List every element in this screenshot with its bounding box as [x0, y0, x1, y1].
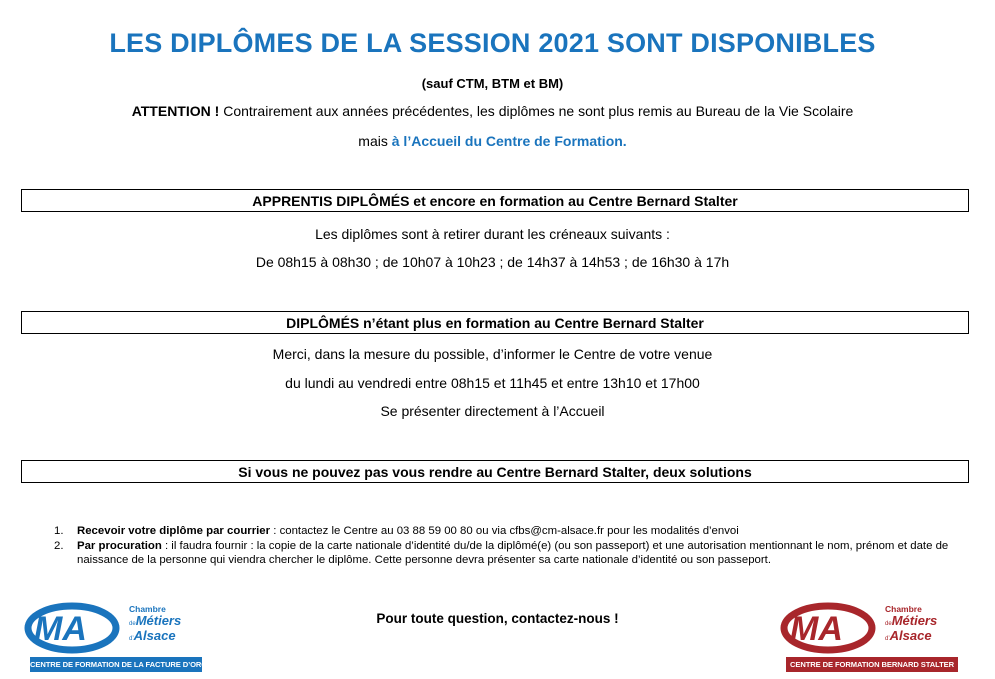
solution-label: Par procuration — [77, 539, 162, 552]
attention-highlight: à l’Accueil du Centre de Formation. — [391, 133, 627, 149]
cma-logo-left — [24, 600, 223, 676]
solution-text: : il faudra fournir : la copie de la carte nationale d’identité du/de la diplômé(e) (ou son passeport) et une autorisation mentionnant le nom, prénom et date de naissance de la personne qui viendra chercher le diplôme. Cette personne devra présenter sa carte nationale d’identité ou son passeport. — [77, 539, 949, 566]
attention-prefix: ATTENTION ! — [131, 103, 220, 119]
logo-line3-small: d’ — [885, 636, 890, 642]
logo-right-banner: CENTRE DE FORMATION BERNARD STALTER — [786, 657, 958, 672]
list-number: 1. — [54, 525, 64, 537]
logo-line2-small: de — [129, 621, 136, 627]
cma-logo-right — [780, 600, 970, 676]
attention-text: Contrairement aux années précédentes, les diplômes ne sont plus remis au Bureau de la Vie Scolaire — [219, 103, 854, 119]
logo-right-text — [885, 604, 937, 645]
section1-line1: Les diplômes sont à retirer durant les créneaux suivants : — [315, 226, 670, 242]
svg-text:MA: MA — [790, 610, 843, 648]
solutions-list — [54, 524, 969, 568]
logo-line2: Métiers — [891, 613, 938, 628]
solution-text: : contactez le Centre au 03 88 59 00 80 ou via cfbs@cm-alsace.fr pour les modalités d’envoi — [270, 525, 739, 537]
attention-line2-prefix: mais — [358, 133, 392, 149]
section2-heading: DIPLÔMÉS n’étant plus en formation au Centre Bernard Stalter — [21, 311, 969, 334]
logo-line3-small: d’ — [129, 636, 134, 642]
section2-line1: Merci, dans la mesure du possible, d’informer le Centre de votre venue — [272, 346, 713, 362]
cma-emblem-icon — [780, 600, 890, 656]
solution-label: Recevoir votre diplôme par courrier — [77, 525, 271, 537]
section3-heading: Si vous ne pouvez pas vous rendre au Centre Bernard Stalter, deux solutions — [21, 460, 969, 483]
logo-line2: Métiers — [135, 613, 182, 628]
cma-emblem-icon — [24, 600, 134, 656]
attention-line — [0, 103, 985, 119]
section2-line2: du lundi au vendredi entre 08h15 et 11h45 et entre 13h10 et 17h00 — [285, 375, 700, 391]
logo-left-banner: CENTRE DE FORMATION DE LA FACTURE D’ORGUES — [30, 657, 202, 672]
subtitle: (sauf CTM, BTM et BM) — [421, 76, 564, 91]
logo-line2-small: de — [885, 621, 892, 627]
logo-left-text — [129, 604, 181, 645]
svg-text:MA: MA — [34, 610, 87, 648]
list-item — [54, 539, 969, 568]
logo-line1: Chambre — [129, 604, 166, 614]
logo-line3: Alsace — [133, 628, 176, 643]
logo-line3: Alsace — [889, 628, 932, 643]
logo-line1: Chambre — [885, 604, 922, 614]
attention-line-2 — [0, 133, 985, 149]
page-title: LES DIPLÔMES DE LA SESSION 2021 SONT DISPONIBLES — [109, 28, 876, 58]
list-item — [54, 524, 969, 539]
contact-line: Pour toute question, contactez-nous ! — [376, 611, 619, 626]
section1-heading: APPRENTIS DIPLÔMÉS et encore en formation au Centre Bernard Stalter — [21, 189, 969, 212]
list-number: 2. — [54, 539, 64, 552]
section2-line3: Se présenter directement à l’Accueil — [380, 403, 605, 419]
section1-schedule: De 08h15 à 08h30 ; de 10h07 à 10h23 ; de 14h37 à 14h53 ; de 16h30 à 17h — [255, 254, 730, 270]
